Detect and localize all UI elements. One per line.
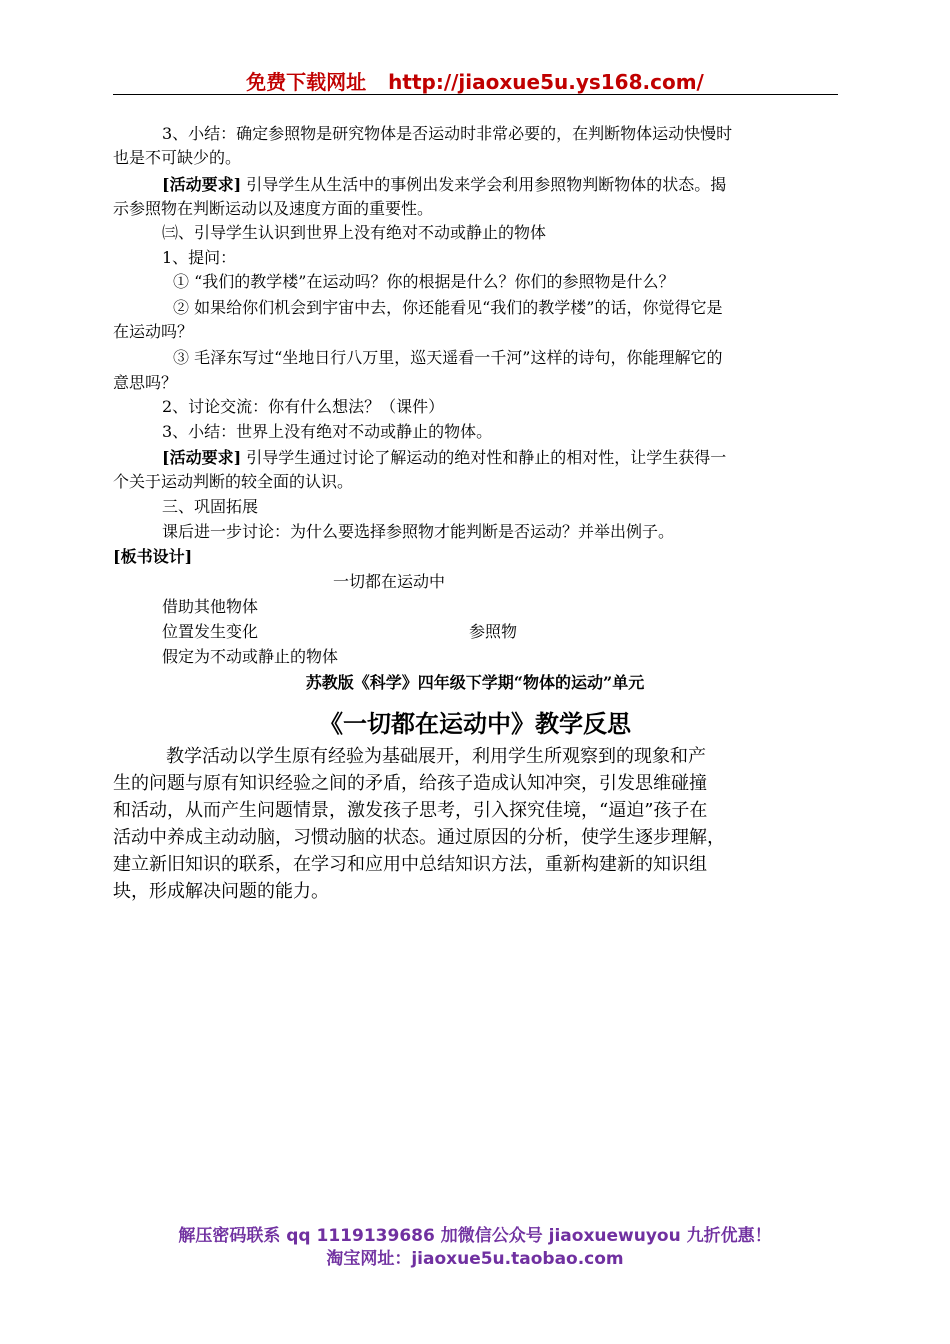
activity-tag: [活动要求] — [162, 448, 242, 467]
reflection-line: 活动中养成主动动脑，习惯动脑的状态。通过原因的分析，使学生逐步理解， — [113, 827, 725, 848]
board-title: 一切都在运动中 — [333, 572, 446, 591]
reflection-line: 和活动，从而产生问题情景，激发孩子思考，引入探究佳境，“逼迫”孩子在 — [113, 800, 708, 821]
body-line: [活动要求] 引导学生通过讨论了解运动的绝对性和静止的相对性，让学生获得一 — [162, 448, 727, 467]
reflection-line: 教学活动以学生原有经验为基础展开，利用学生所观察到的现象和产 — [166, 746, 706, 767]
footer-shop-url[interactable]: 淘宝网址：jiaoxue5u.taobao.com — [326, 1249, 624, 1269]
body-line: 1、提问： — [162, 248, 237, 267]
board-design-heading: [板书设计] — [113, 547, 193, 566]
body-line: 个关于运动判断的较全面的认识。 — [113, 472, 354, 491]
body-line: 意思吗？ — [113, 373, 178, 392]
body-line: 三、巩固拓展 — [162, 497, 259, 516]
body-line: 3、小结：确定参照物是研究物体是否运动时非常必要的，在判断物体运动快慢时 — [162, 124, 733, 143]
board-right-label: 参照物 — [469, 622, 518, 641]
reflection-line: 建立新旧知识的联系，在学习和应用中总结知识方法，重新构建新的知识组 — [113, 854, 707, 875]
body-line: ③ 毛泽东写过“坐地日行八万里，巡天遥看一千河”这样的诗句，你能理解它的 — [173, 348, 723, 367]
board-item: 假定为不动或静止的物体 — [162, 647, 339, 666]
header-divider — [113, 94, 838, 95]
footer-contact: 解压密码联系 qq 1119139686 加微信公众号 jiaoxuewuyou 九折优惠！ — [178, 1226, 772, 1246]
body-line: 也是不可缺少的。 — [113, 148, 242, 167]
reflection-line: 块，形成解决问题的能力。 — [113, 881, 329, 902]
header-label: 免费下载网址 — [246, 70, 367, 94]
body-line: ㈢、引导学生认识到世界上没有绝对不动或静止的物体 — [162, 223, 547, 242]
body-line: 示参照物在判断运动以及速度方面的重要性。 — [113, 199, 434, 218]
body-line: 在运动吗？ — [113, 322, 194, 341]
body-line: 2、讨论交流：你有什么想法？（课件） — [162, 397, 445, 416]
body-line: 3、小结：世界上没有绝对不动或静止的物体。 — [162, 422, 493, 441]
body-line: 课后进一步讨论：为什么要选择参照物才能判断是否运动？并举出例子。 — [162, 522, 675, 541]
header — [0, 66, 950, 95]
activity-tag: [活动要求] — [162, 175, 242, 194]
reflection-line: 生的问题与原有知识经验之间的矛盾，给孩子造成认知冲突，引发思维碰撞 — [113, 773, 707, 794]
board-item: 借助其他物体 — [162, 597, 259, 616]
body-line: ② 如果给你们机会到宇宙中去，你还能看见“我们的教学楼”的话，你觉得它是 — [173, 298, 723, 317]
body-line: [活动要求] 引导学生从生活中的事例出发来学会利用参照物判断物体的状态。揭 — [162, 175, 727, 194]
header-url[interactable]: http://jiaoxue5u.ys168.com/ — [388, 70, 704, 94]
body-line: ① “我们的教学楼”在运动吗？你的根据是什么？你们的参照物是什么？ — [173, 272, 675, 291]
reflection-subtitle: 苏教版《科学》四年级下学期“物体的运动”单元 — [305, 673, 645, 692]
board-item: 位置发生变化 — [162, 622, 259, 641]
reflection-title: 《一切都在运动中》教学反思 — [319, 709, 631, 738]
